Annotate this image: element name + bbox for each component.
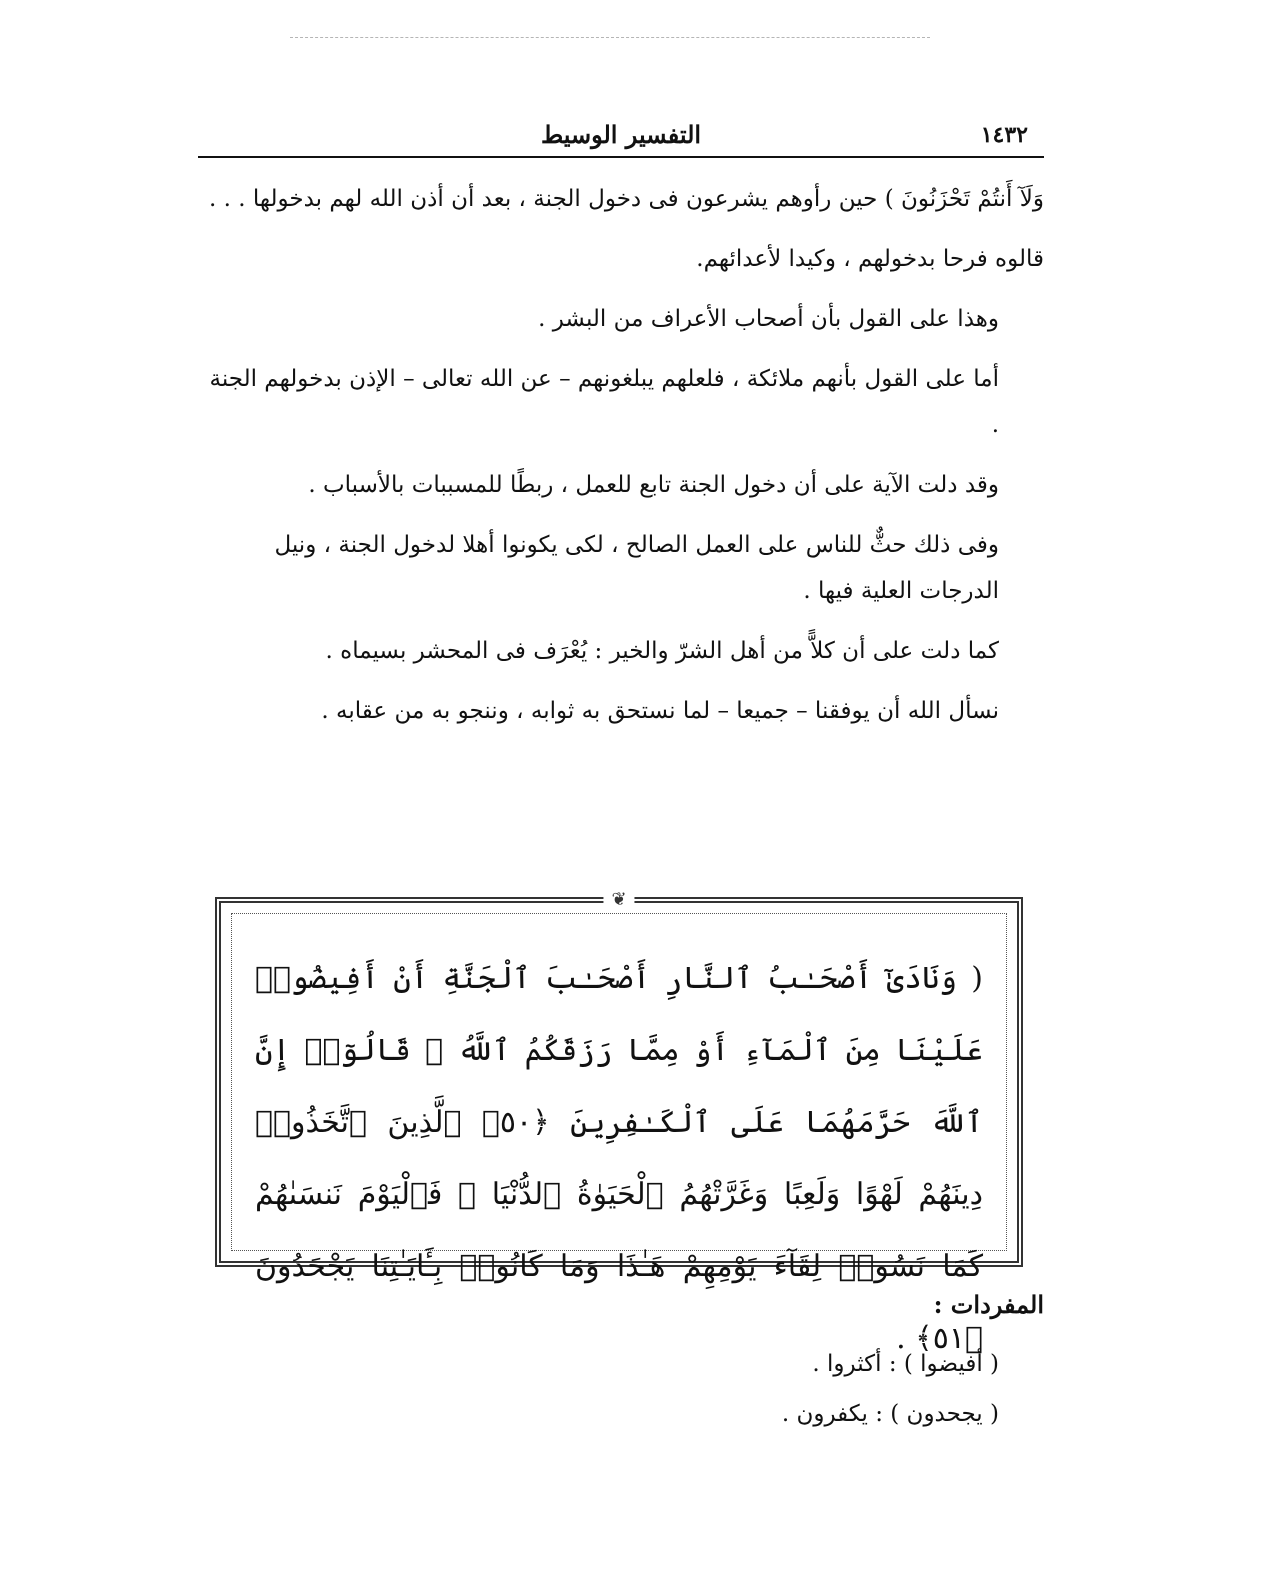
quran-verse-text: ( وَنَادَىٰٓ أَصْحَـٰبُ ٱلنَّارِ أَصْحَـٰبَ ٱلْجَنَّةِ أَنْ أَفِيضُوا۟ عَلَيْنَا مِنَ ٱلْمَآءِ أَوْ مِمَّا رَزَقَكُمُ ٱللَّهُ ۚ قَالُوٓا۟ إِنَّ ٱللَّهَ حَرَّمَهُمَا عَلَى ٱلْكَـٰفِرِينَ ﴿٥٠﴾ ٱلَّذِينَ ٱتَّخَذُوا۟ دِينَهُمْ لَهْوًا وَلَعِبًا وَغَرَّتْهُمُ ٱلْحَيَوٰةُ ٱلدُّنْيَا ۚ فَٱلْيَوْمَ نَنسَىٰهُمْ كَمَا نَسُوا۟ لِقَآءَ يَوْمِهِمْ هَـٰذَا وَمَا كَانُوا۟ بِـَٔايَـٰتِنَا يَجْحَدُونَ ﴿٥١﴾ . (255, 961, 983, 1356)
page-number: ١٤٣٢ (980, 122, 1028, 148)
ornament-icon: ❦ (603, 889, 634, 910)
running-title: التفسير الوسيط (540, 120, 702, 149)
page-header (198, 118, 1044, 154)
vocabulary-item: ( يجحدون ) : يكفرون . (781, 1401, 999, 1427)
top-dashed-rule (290, 37, 930, 38)
paragraph: كما دلت على أن كلاًّ من أهل الشرّ والخير : يُعْرَف فى المحشر بسيماه . (325, 638, 999, 664)
paragraph: وهذا على القول بأن أصحاب الأعراف من البشر . (538, 306, 999, 332)
paragraph: وفى ذلك حثٌّ للناس على العمل الصالح ، لكى يكونوا أهلا لدخول الجنة ، ونيل الدرجات العلية فيها . (274, 532, 999, 604)
vocabulary-section (198, 1290, 1044, 1439)
paragraph: قالوه فرحا بدخولهم ، وكيدا لأعدائهم. (696, 246, 1044, 272)
vocabulary-heading: المفردات : (933, 1290, 1044, 1319)
paragraph: نسأل الله أن يوفقنا – جميعا – لما نستحق به ثوابه ، وننجو به من عقابه . (321, 698, 999, 724)
vocabulary-item: ( أفيضوا ) : أكثروا . (812, 1351, 999, 1377)
paragraph: وَلَآ أَنتُمْ تَحْزَنُونَ ) حين رأوهم يشرعون فى دخول الجنة ، بعد أن أذن الله لهم بدخولها . . . (209, 186, 1044, 212)
header-rule (198, 156, 1044, 158)
commentary-text (198, 176, 1044, 748)
paragraph: وقد دلت الآية على أن دخول الجنة تابع للعمل ، ربطًا للمسببات بالأسباب . (308, 472, 999, 498)
paragraph: أما على القول بأنهم ملائكة ، فلعلهم يبلغونهم – عن الله تعالى – الإذن بدخولهم الجنة . (209, 366, 999, 438)
